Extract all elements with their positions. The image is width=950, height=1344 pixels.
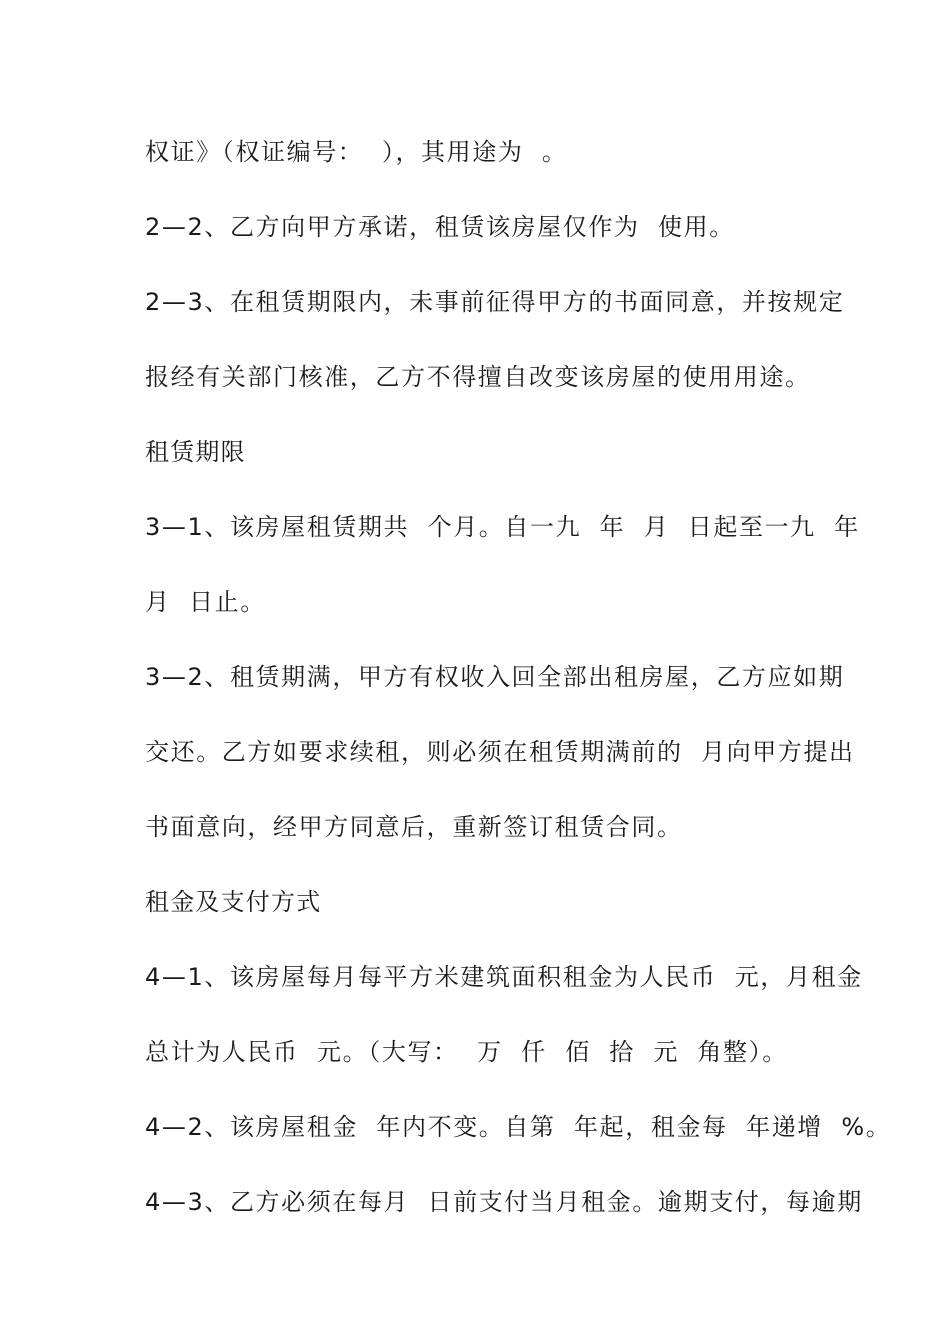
section-heading: 租赁期限 bbox=[145, 438, 246, 466]
paragraph-line: 月 日止。 bbox=[145, 588, 266, 616]
paragraph-line: 2—2、乙方向甲方承诺，租赁该房屋仅作为 使用。 bbox=[145, 213, 735, 241]
paragraph-line: 总计为人民币 元。（大写： 万 仟 佰 拾 元 角整）。 bbox=[145, 1038, 788, 1066]
paragraph-line: 3—1、该房屋租赁期共 个月。自一九 年 月 日起至一九 年 bbox=[145, 513, 860, 541]
paragraph-line: 3—2、租赁期满，甲方有权收入回全部出租房屋，乙方应如期 bbox=[145, 663, 845, 691]
paragraph-line: 4—1、该房屋每月每平方米建筑面积租金为人民币 元，月租金 bbox=[145, 963, 863, 991]
paragraph-line: 4—2、该房屋租金 年内不变。自第 年起，租金每 年递增 %。 bbox=[145, 1113, 892, 1141]
section-heading: 租金及支付方式 bbox=[145, 888, 322, 916]
paragraph-line: 书面意向，经甲方同意后，重新签订租赁合同。 bbox=[145, 813, 683, 841]
paragraph-line: 2—3、在租赁期限内，未事前征得甲方的书面同意，并按规定 bbox=[145, 288, 845, 316]
paragraph-line: 4—3、乙方必须在每月 日前支付当月租金。逾期支付，每逾期 bbox=[145, 1188, 863, 1216]
paragraph-line: 权证》（权证编号： ），其用途为 。 bbox=[145, 138, 568, 166]
paragraph-line: 交还。乙方如要求续租，则必须在租赁期满前的 月向甲方提出 bbox=[145, 738, 855, 766]
paragraph-line: 报经有关部门核准，乙方不得擅自改变该房屋的使用用途。 bbox=[145, 363, 811, 391]
